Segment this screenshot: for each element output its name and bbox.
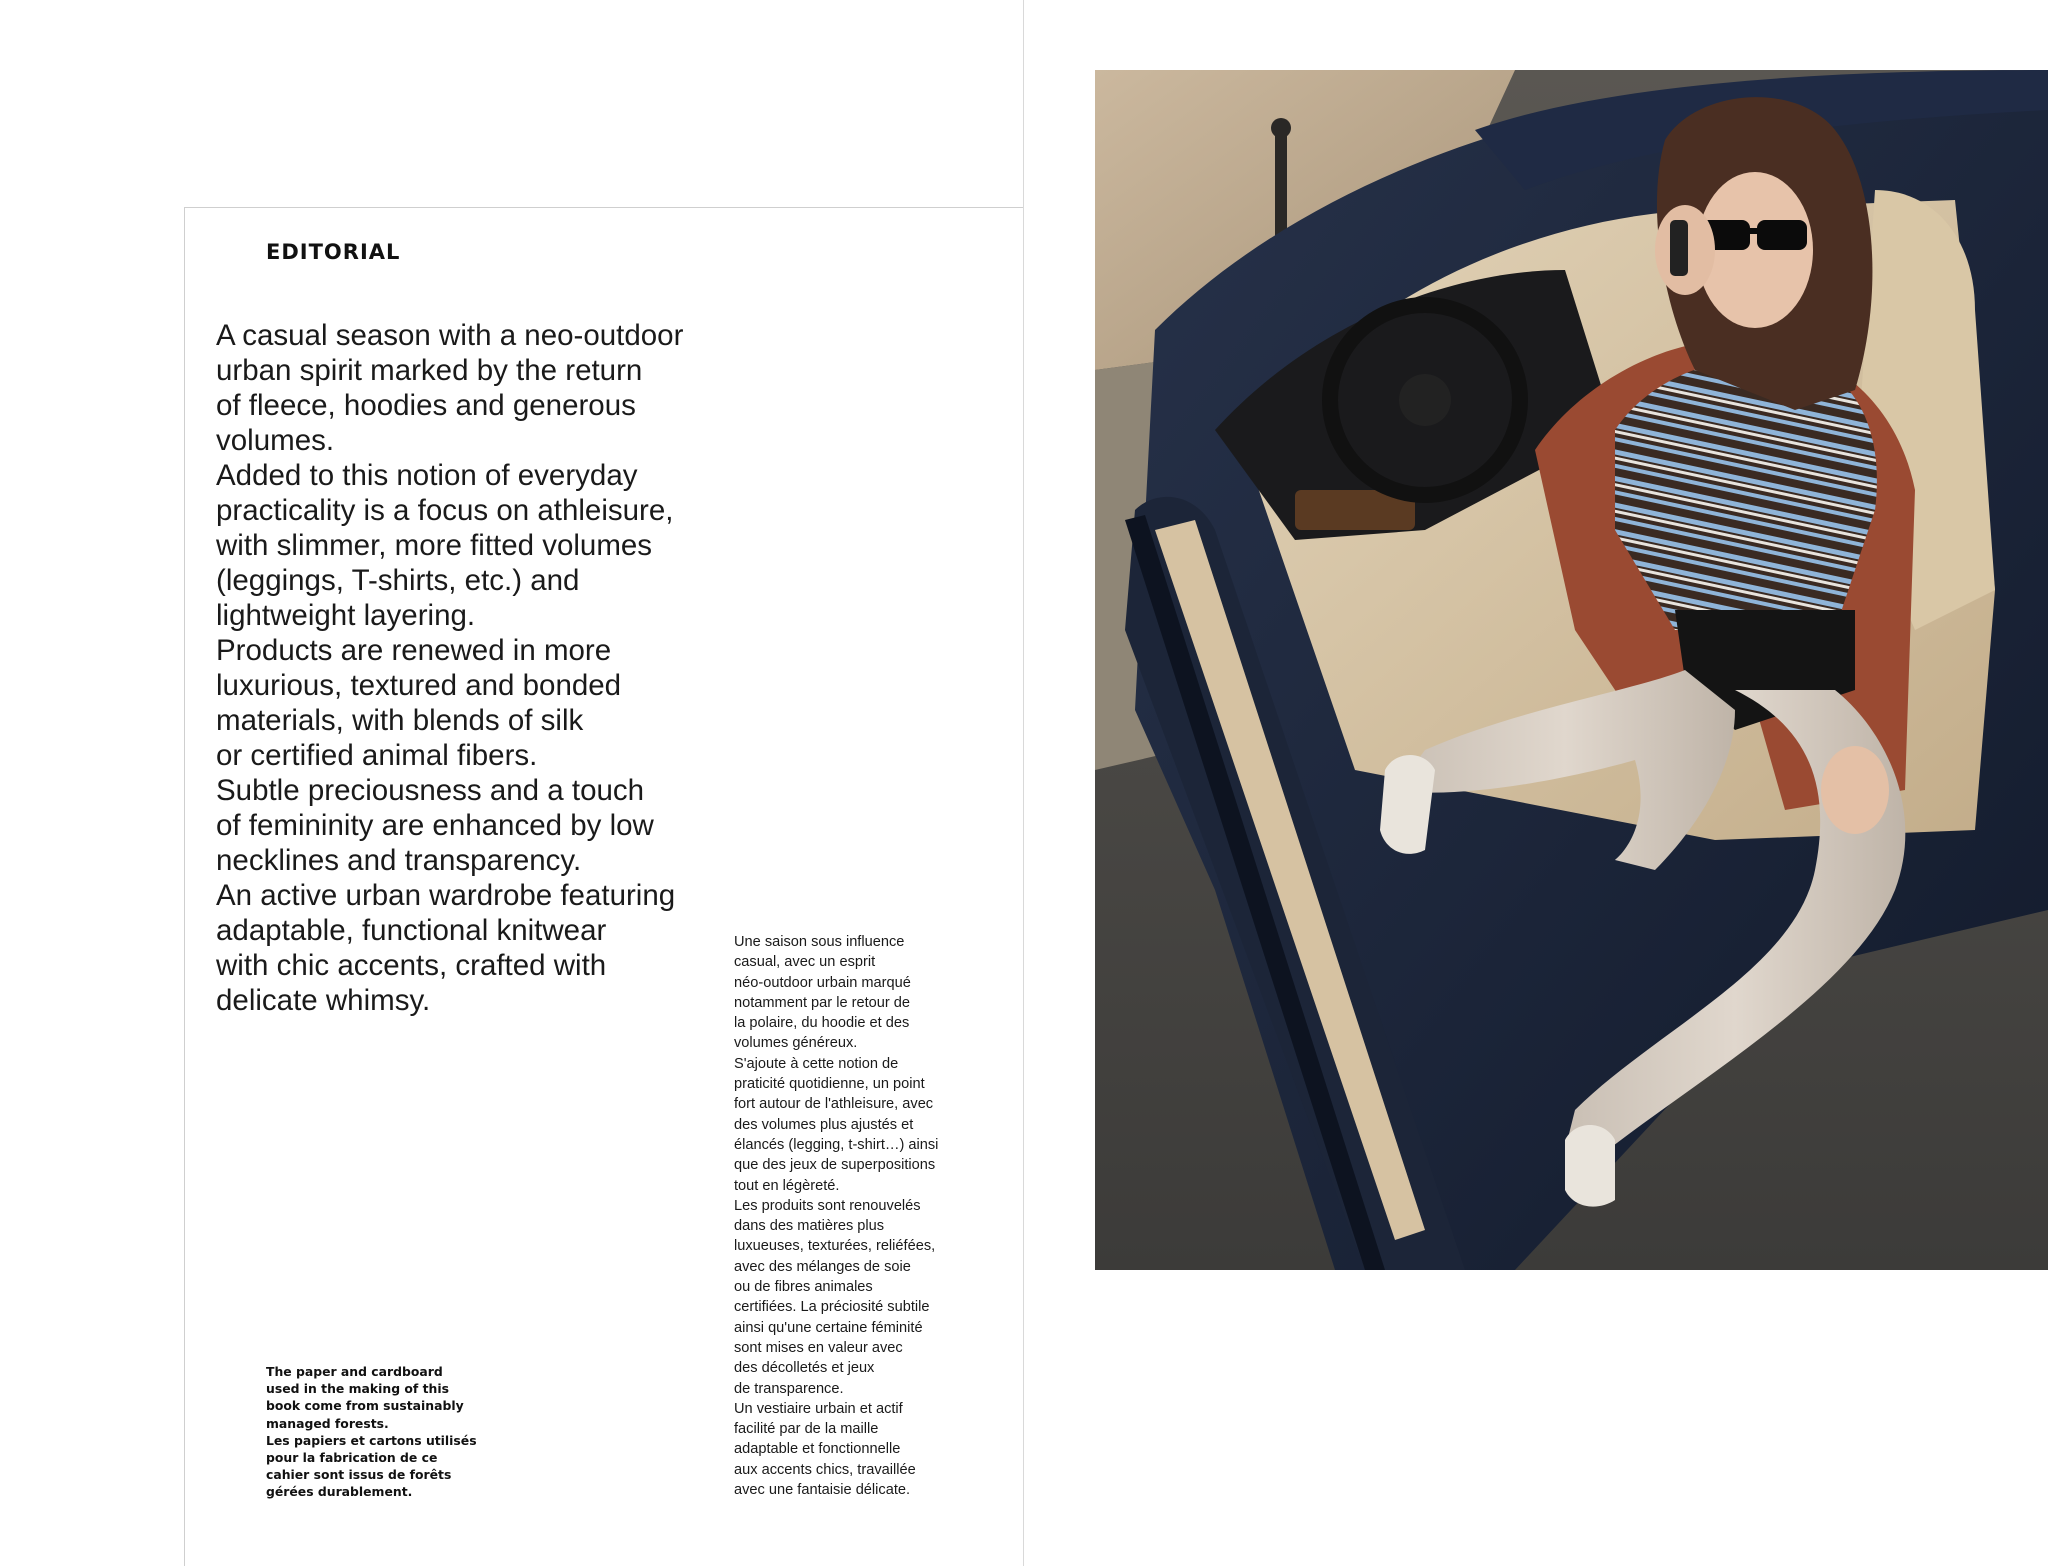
french-line: adaptable et fonctionnelle: [734, 1441, 901, 1458]
french-line: avec des mélanges de soie: [734, 1258, 911, 1275]
footnote-line: gérées durablement.: [266, 1484, 413, 1500]
footnote-line: book come from sustainably: [266, 1398, 464, 1414]
french-line: des volumes plus ajustés et: [734, 1116, 914, 1133]
english-line: with chic accents, crafted with: [216, 949, 607, 982]
english-line: Products are renewed in more: [216, 634, 612, 667]
english-line: urban spirit marked by the return: [216, 354, 643, 387]
english-line: Subtle preciousness and a touch: [216, 774, 645, 807]
french-line: de transparence.: [734, 1380, 844, 1397]
footnote-line: Les papiers et cartons utilisés: [266, 1432, 477, 1448]
french-line: dans des matières plus: [734, 1218, 885, 1235]
footnote-line: pour la fabrication de ce: [266, 1450, 438, 1466]
paper-sourcing-footnote: [266, 1363, 506, 1501]
french-line: tout en légèreté.: [734, 1177, 840, 1194]
french-line: avec une fantaisie délicate.: [734, 1482, 911, 1499]
english-line: luxurious, textured and bonded: [216, 669, 622, 702]
english-line: with slimmer, more fitted volumes: [216, 529, 653, 562]
footnote-line: The paper and cardboard: [266, 1364, 443, 1379]
french-line: ou de fibres animales: [734, 1279, 873, 1296]
english-line: (leggings, T-shirts, etc.) and: [216, 564, 580, 597]
french-line: S'ajoute à cette notion de: [734, 1055, 899, 1072]
english-line: necklines and transparency.: [216, 844, 582, 877]
footnote-line: used in the making of this: [266, 1381, 449, 1397]
french-line: la polaire, du hoodie et des: [734, 1015, 910, 1032]
fashion-photo: [1095, 70, 2048, 1270]
french-line: certifiées. La préciosité subtile: [734, 1299, 930, 1316]
fashion-photo-illustration: [1095, 70, 2048, 1270]
english-line: An active urban wardrobe featuring: [216, 879, 676, 912]
french-body-text: [734, 932, 964, 1500]
english-line: of fleece, hoodies and generous: [216, 389, 636, 422]
french-line: Les produits sont renouvelés: [734, 1197, 921, 1214]
french-line: sont mises en valeur avec: [734, 1339, 903, 1356]
english-line: of femininity are enhanced by low: [216, 809, 654, 842]
english-line: Added to this notion of everyday: [216, 459, 638, 492]
french-line: notamment par le retour de: [734, 994, 911, 1011]
footnote-line: managed forests.: [266, 1415, 389, 1431]
french-line: que des jeux de superpositions: [734, 1157, 936, 1174]
french-line: des décolletés et jeux: [734, 1360, 875, 1377]
footnote-line: cahier sont issus de forêts: [266, 1467, 452, 1483]
english-line: or certified animal fibers.: [216, 739, 538, 772]
english-line: A casual season with a neo-outdoor: [216, 319, 684, 352]
french-line: facilité par de la maille: [734, 1421, 879, 1438]
english-line: adaptable, functional knitwear: [216, 914, 607, 947]
french-line: Un vestiaire urbain et actif: [734, 1400, 903, 1417]
english-line: delicate whimsy.: [216, 984, 431, 1017]
english-line: volumes.: [216, 424, 335, 457]
french-line: luxueuses, texturées, reliéfées,: [734, 1238, 936, 1255]
french-line: Une saison sous influence: [734, 934, 905, 950]
french-line: ainsi qu'une certaine féminité: [734, 1319, 923, 1336]
section-label: EDITORIAL: [266, 240, 401, 264]
french-line: aux accents chics, travaillée: [734, 1461, 916, 1478]
english-line: materials, with blends of silk: [216, 704, 584, 737]
french-line: casual, avec un esprit: [734, 954, 876, 971]
french-line: fort autour de l'athleisure, avec: [734, 1096, 934, 1113]
english-body-text: [216, 318, 736, 1018]
english-line: lightweight layering.: [216, 599, 476, 632]
french-line: élancés (legging, t-shirt…) ainsi: [734, 1136, 939, 1153]
french-line: volumes généreux.: [734, 1035, 858, 1052]
english-line: practicality is a focus on athleisure,: [216, 494, 674, 527]
french-line: praticité quotidienne, un point: [734, 1076, 925, 1093]
french-line: néo-outdoor urbain marqué: [734, 974, 911, 991]
